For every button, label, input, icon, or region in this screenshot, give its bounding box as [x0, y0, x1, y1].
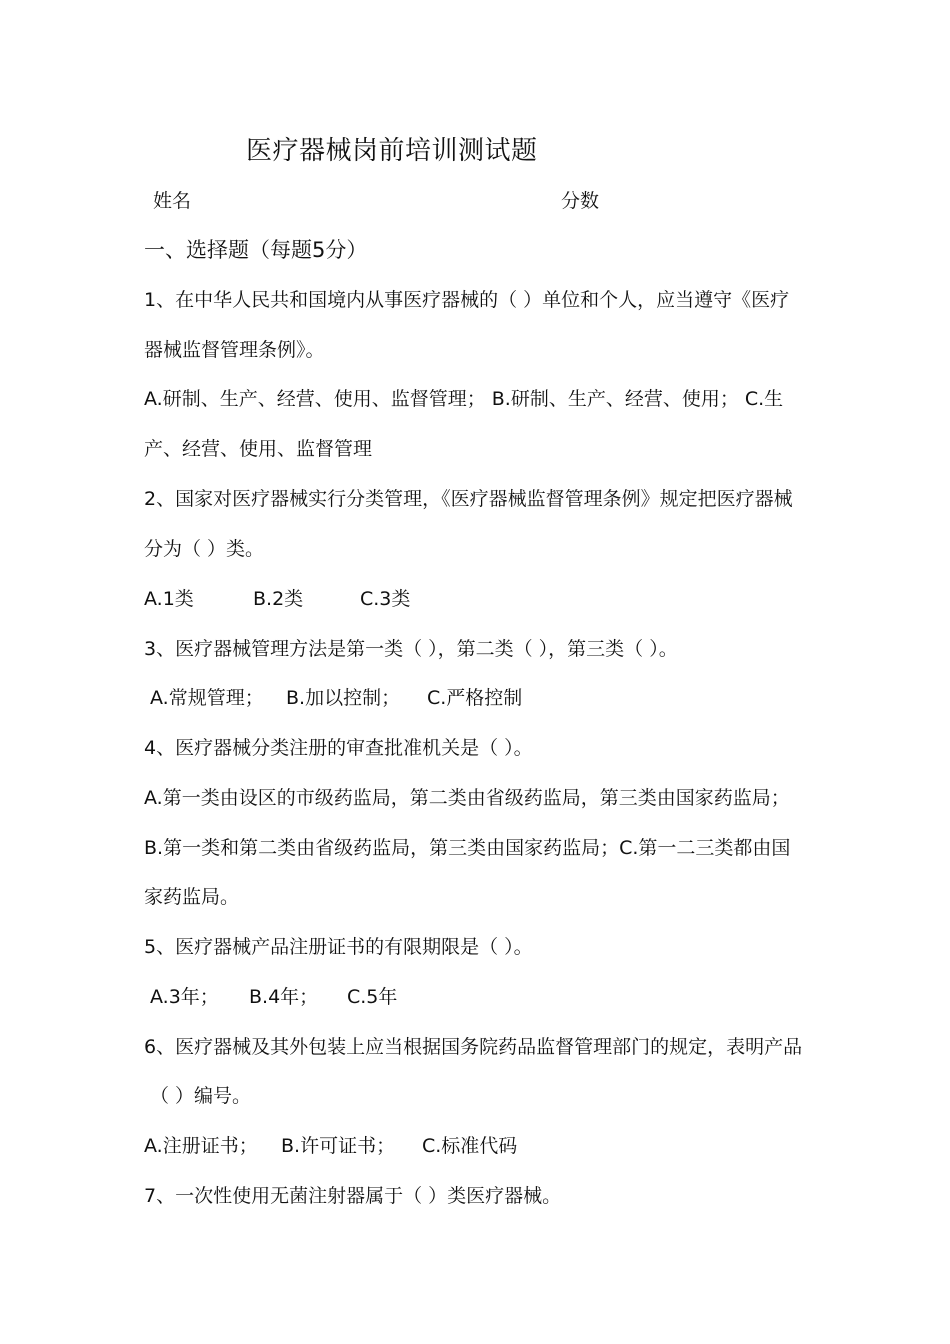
- question-3-option-c: C.严格控制: [427, 687, 523, 709]
- question-2-stem-line-2: 分为（ ）类。: [144, 538, 265, 560]
- question-5-option-a: A.3年；: [150, 986, 219, 1008]
- question-4-options-line-1: A.第一类由设区的市级药监局，第二类由省级药监局，第三类由国家药监局；: [144, 787, 790, 809]
- question-1-options-line-2: 产、经营、使用、监督管理: [144, 438, 373, 460]
- question-1-options-line-1: A.研制、生产、经营、使用、监督管理； B.研制、生产、经营、使用； C.生: [144, 388, 784, 410]
- question-4-stem: 4、医疗器械分类注册的审查批准机关是（ ）。: [144, 737, 533, 759]
- score-label: 分数: [561, 190, 600, 212]
- question-6-option-a: A.注册证书；: [144, 1135, 258, 1157]
- question-1-stem-line-1: 1、在中华人民共和国境内从事医疗器械的（ ）单位和个人，应当遵守《医疗: [144, 289, 790, 311]
- question-5-option-c: C.5年: [347, 986, 398, 1008]
- section-heading: 一、选择题（每题5分）: [144, 238, 368, 262]
- question-2-option-b: B.2类: [253, 588, 304, 610]
- question-2-stem-line-1: 2、国家对医疗器械实行分类管理，《医疗器械监督管理条例》规定把医疗器械: [144, 488, 793, 510]
- question-4-options-line-3: 家药监局。: [144, 886, 240, 908]
- question-6-stem-line-2: （ ）编号。: [150, 1085, 252, 1107]
- question-6-options: [144, 1132, 517, 1160]
- question-6-option-b: B.许可证书；: [281, 1135, 396, 1157]
- question-2-option-c: C.3类: [360, 588, 411, 610]
- question-7-stem: 7、一次性使用无菌注射器属于（ ）类医疗器械。: [144, 1185, 562, 1207]
- question-6-option-c: C.标准代码: [422, 1135, 518, 1157]
- question-5-options: [150, 983, 397, 1011]
- question-4-options-line-2: B.第一类和第二类由省级药监局，第三类由国家药监局；C.第一二三类都由国: [144, 837, 791, 859]
- question-1-stem-line-2: 器械监督管理条例》。: [144, 339, 325, 361]
- question-6-stem-line-1: 6、医疗器械及其外包装上应当根据国务院药品监督管理部门的规定，表明产品: [144, 1036, 803, 1058]
- question-3-options: [150, 684, 522, 712]
- question-5-option-b: B.4年；: [249, 986, 319, 1008]
- question-2-option-a: A.1类: [144, 588, 194, 610]
- document-title: 医疗器械岗前培训测试题: [246, 136, 538, 166]
- question-5-stem: 5、医疗器械产品注册证书的有限期限是（ ）。: [144, 936, 533, 958]
- name-label: 姓名: [153, 190, 192, 212]
- question-3-option-a: A.常规管理；: [150, 687, 264, 709]
- question-3-stem: 3、医疗器械管理方法是第一类（ ），第二类（ ），第三类（ ）。: [144, 638, 678, 660]
- question-2-options: [144, 585, 410, 613]
- question-3-option-b: B.加以控制；: [286, 687, 401, 709]
